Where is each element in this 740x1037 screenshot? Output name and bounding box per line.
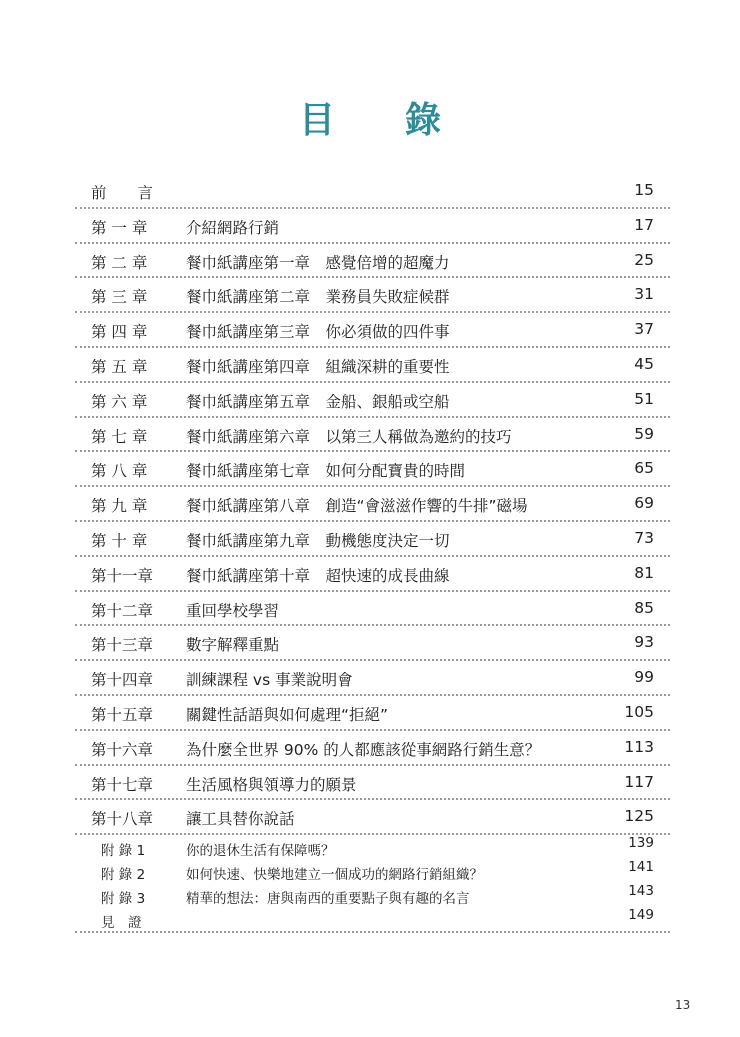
chapter-title: 餐巾紙講座第九章 動機態度決定一切 [186,531,450,550]
chapter-page: 51 [634,389,654,408]
toc-entry[interactable] [75,800,670,835]
chapter-label: 第 一 章 [91,218,148,237]
chapter-page: 113 [624,737,654,756]
chapter-page: 69 [634,494,654,513]
chapter-label: 第十一章 [91,566,154,585]
appendix-label: 附 錄 1 [101,843,146,860]
chapter-label: 第 十 章 [91,531,148,550]
chapter-title: 餐巾紙講座第三章 你必須做的四件事 [186,323,450,342]
chapter-label: 第十七章 [91,775,154,794]
chapter-page: 105 [624,702,654,721]
table-of-contents [75,174,670,933]
chapter-label: 第 八 章 [91,462,148,481]
appendix-page: 149 [628,907,654,924]
appendix-entry[interactable] [75,859,670,883]
chapter-page: 125 [624,807,654,826]
chapter-page: 81 [634,563,654,582]
toc-entry[interactable] [75,661,670,696]
toc-entry[interactable] [75,313,670,348]
appendix-page: 141 [628,859,654,876]
chapter-label: 第 二 章 [91,253,148,272]
chapter-title: 數字解釋重點 [186,636,280,655]
chapter-page: 17 [634,215,654,234]
chapter-label: 第 四 章 [91,323,148,342]
chapter-title: 重回學校學習 [186,601,280,620]
chapter-page: 99 [634,668,654,687]
chapter-title: 餐巾紙講座第十章 超快速的成長曲線 [186,566,450,585]
chapter-label: 第 五 章 [91,357,148,376]
toc-entry[interactable] [75,592,670,627]
chapter-title: 介紹網路行銷 [186,218,280,237]
page-title [0,92,740,143]
chapter-title: 餐巾紙講座第二章 業務員失敗症候群 [186,288,450,307]
toc-entry[interactable] [75,174,670,209]
chapter-page: 73 [634,528,654,547]
appendix-title: 如何快速、快樂地建立一個成功的網路行銷組織？ [186,867,483,884]
toc-entry[interactable] [75,766,670,801]
toc-entry[interactable] [75,696,670,731]
toc-entry[interactable] [75,626,670,661]
chapter-title: 讓工具替你說話 [186,810,295,829]
appendix-page: 143 [628,883,654,900]
chapter-label: 第 六 章 [91,392,148,411]
chapter-label: 第 三 章 [91,288,148,307]
toc-entry[interactable] [75,209,670,244]
chapter-label: 第十六章 [91,740,154,759]
chapter-page: 45 [634,354,654,373]
chapter-page: 65 [634,459,654,478]
toc-entry[interactable] [75,418,670,453]
chapter-title: 餐巾紙講座第四章 組織深耕的重要性 [186,357,450,376]
chapter-label: 第十四章 [91,671,154,690]
chapter-title: 關鍵性話語與如何處理“拒絕” [186,705,389,724]
chapter-title: 餐巾紙講座第一章 感覺倍增的超魔力 [186,253,450,272]
toc-entry[interactable] [75,522,670,557]
title-char-1: 目 [298,100,335,141]
chapter-title: 訓練課程 vs 事業說明會 [186,671,353,690]
chapter-page: 59 [634,424,654,443]
chapter-page: 37 [634,320,654,339]
appendix-entry[interactable] [75,907,670,933]
appendix-label: 附 錄 3 [101,891,146,908]
chapter-label: 第 九 章 [91,497,148,516]
chapter-title: 生活風格與領導力的願景 [186,775,357,794]
title-char-2: 錄 [405,100,442,141]
chapter-label: 第十八章 [91,810,154,829]
toc-entry[interactable] [75,557,670,592]
chapter-label: 第十五章 [91,705,154,724]
toc-entry[interactable] [75,348,670,383]
chapter-title: 餐巾紙講座第六章 以第三人稱做為邀約的技巧 [186,427,512,446]
appendix-label: 見 證 [101,915,142,932]
chapter-label: 第 七 章 [91,427,148,446]
chapter-title: 餐巾紙講座第八章 創造“會滋滋作響的牛排”磁場 [186,497,528,516]
chapter-page: 93 [634,633,654,652]
toc-entry[interactable] [75,452,670,487]
chapter-page: 117 [624,772,654,791]
chapter-page: 15 [634,181,654,199]
appendix-entry[interactable] [75,835,670,859]
chapter-title: 餐巾紙講座第七章 如何分配寶貴的時間 [186,462,466,481]
page-number: 13 [675,998,691,1012]
toc-entry[interactable] [75,731,670,766]
toc-entry[interactable] [75,244,670,279]
chapter-page: 85 [634,598,654,617]
appendix-title: 你的退休生活有保障嗎？ [186,843,335,860]
chapter-page: 31 [634,285,654,304]
toc-entry[interactable] [75,487,670,522]
appendix-entry[interactable] [75,883,670,907]
chapter-label: 第十二章 [91,601,154,620]
chapter-title: 餐巾紙講座第五章 金船、銀船或空船 [186,392,450,411]
appendix-label: 附 錄 2 [101,867,146,884]
chapter-title: 為什麼全世界 90% 的人都應該從事網路行銷生意？ [186,740,541,759]
toc-entry[interactable] [75,278,670,313]
appendix-page: 139 [628,835,654,852]
appendix-title: 精華的想法：唐與南西的重要點子與有趣的名言 [186,891,470,908]
chapter-label: 第十三章 [91,636,154,655]
chapter-label: 前 言 [91,184,154,202]
chapter-page: 25 [634,250,654,269]
toc-entry[interactable] [75,383,670,418]
